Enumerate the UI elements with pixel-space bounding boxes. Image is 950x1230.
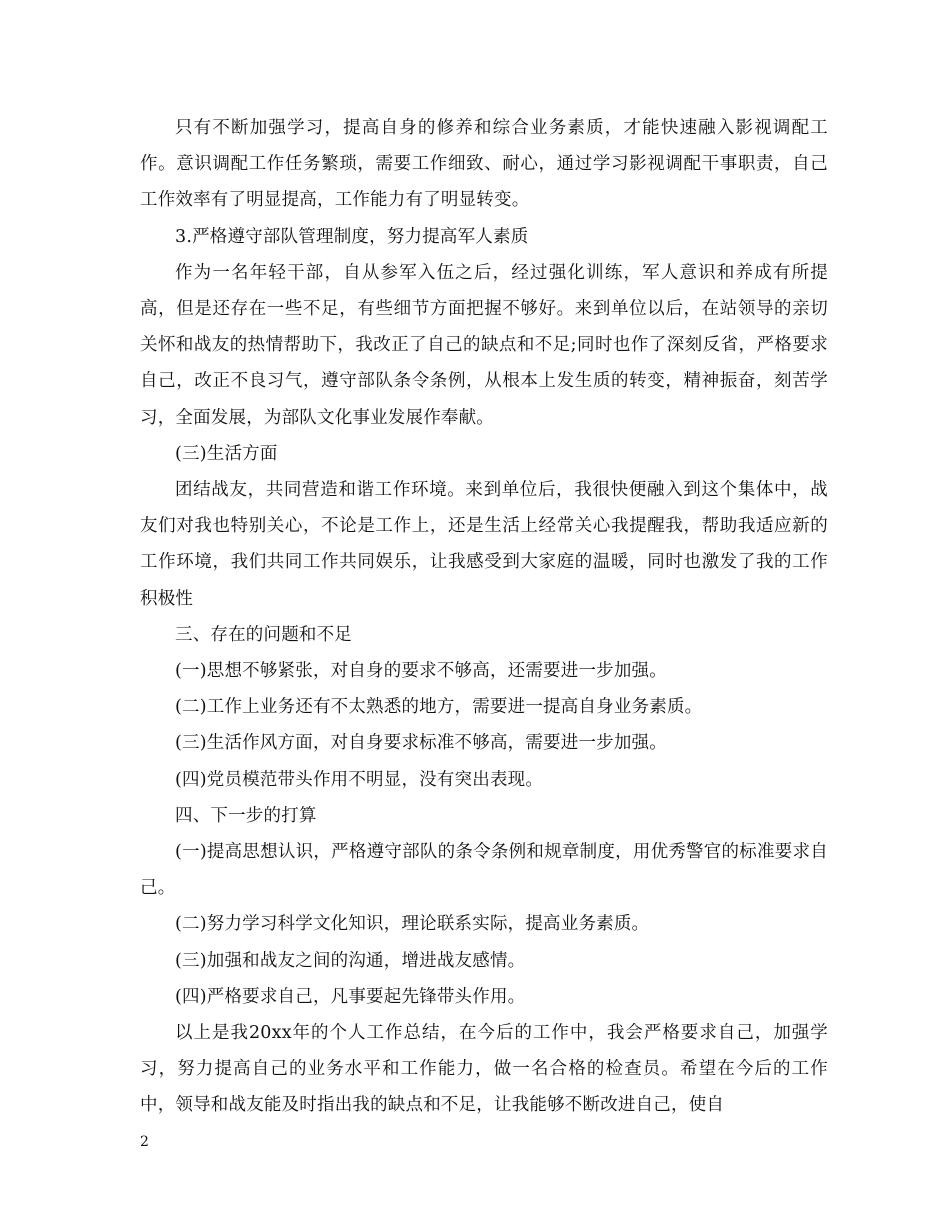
plan-item-4: (四)严格要求自己，凡事要起先锋带头作用。 (175, 986, 526, 1007)
paragraph-unity: 团结战友，共同营造和谐工作环境。来到单位后，我很快便融入到这个集体中，战友们对我也特别关心，不论是工作上，还是生活上经常关心我提醒我，帮助我适应新的工作环境，我们共同工作共同娱乐，让我感受到大家庭的温暖，同时也激发了我的工作积极性 (140, 480, 828, 609)
heading-military-discipline: 3.严格遵守部队管理制度，努力提高军人素质 (175, 226, 529, 247)
plan-item-2: (二)努力学习科学文化知识，理论联系实际，提高业务素质。 (175, 914, 650, 935)
document-body (140, 110, 828, 1124)
heading-next-steps: 四、下一步的打算 (175, 805, 317, 826)
problem-item-1: (一)思想不够紧张，对自身的要求不够高，还需要进一步加强。 (175, 661, 667, 682)
problem-item-3: (三)生活作风方面，对自身要求标准不够高，需要进一步加强。 (175, 733, 667, 754)
heading-life-aspect: (三)生活方面 (175, 443, 278, 464)
paragraph-study: 只有不断加强学习，提高自身的修养和综合业务素质，才能快速融入影视调配工作。意识调配工作任务繁琐，需要工作细致、耐心，通过学习影视调配干事职责，自己工作效率有了明显提高，工作能力有了明显转变。 (140, 118, 828, 211)
plan-item-1: (一)提高思想认识，严格遵守部队的条令条例和规章制度，用优秀警官的标准要求自己。 (140, 842, 828, 899)
paragraph-young-cadre: 作为一名年轻干部，自从参军入伍之后，经过强化训练，军人意识和养成有所提高，但是还存在一些不足，有些细节方面把握不够好。来到单位以后，在站领导的亲切关怀和战友的热情帮助下，我改正了自己的缺点和不足;同时也作了深刻反省，严格要求自己，改正不良习气，遵守部队条令条例，从根本上发生质的转变，精神振奋，刻苦学习，全面发展，为部队文化事业发展作奉献。 (140, 262, 828, 428)
problem-item-4: (四)党员模范带头作用不明显，没有突出表现。 (175, 769, 544, 790)
plan-item-3: (三)加强和战友之间的沟通，增进战友感情。 (175, 950, 526, 971)
heading-problems: 三、存在的问题和不足 (175, 624, 352, 645)
page-number: 2 (140, 1134, 149, 1150)
problem-item-2: (二)工作上业务还有不太熟悉的地方，需要进一提高自身业务素质。 (175, 697, 703, 718)
paragraph-conclusion: 以上是我20xx年的个人工作总结，在今后的工作中，我会严格要求自己，加强学习，努力提高自己的业务水平和工作能力，做一名合格的检查员。希望在今后的工作中，领导和战友能及时指出我的缺点和不足，让我能够不断改进自己，使自 (140, 1023, 828, 1116)
